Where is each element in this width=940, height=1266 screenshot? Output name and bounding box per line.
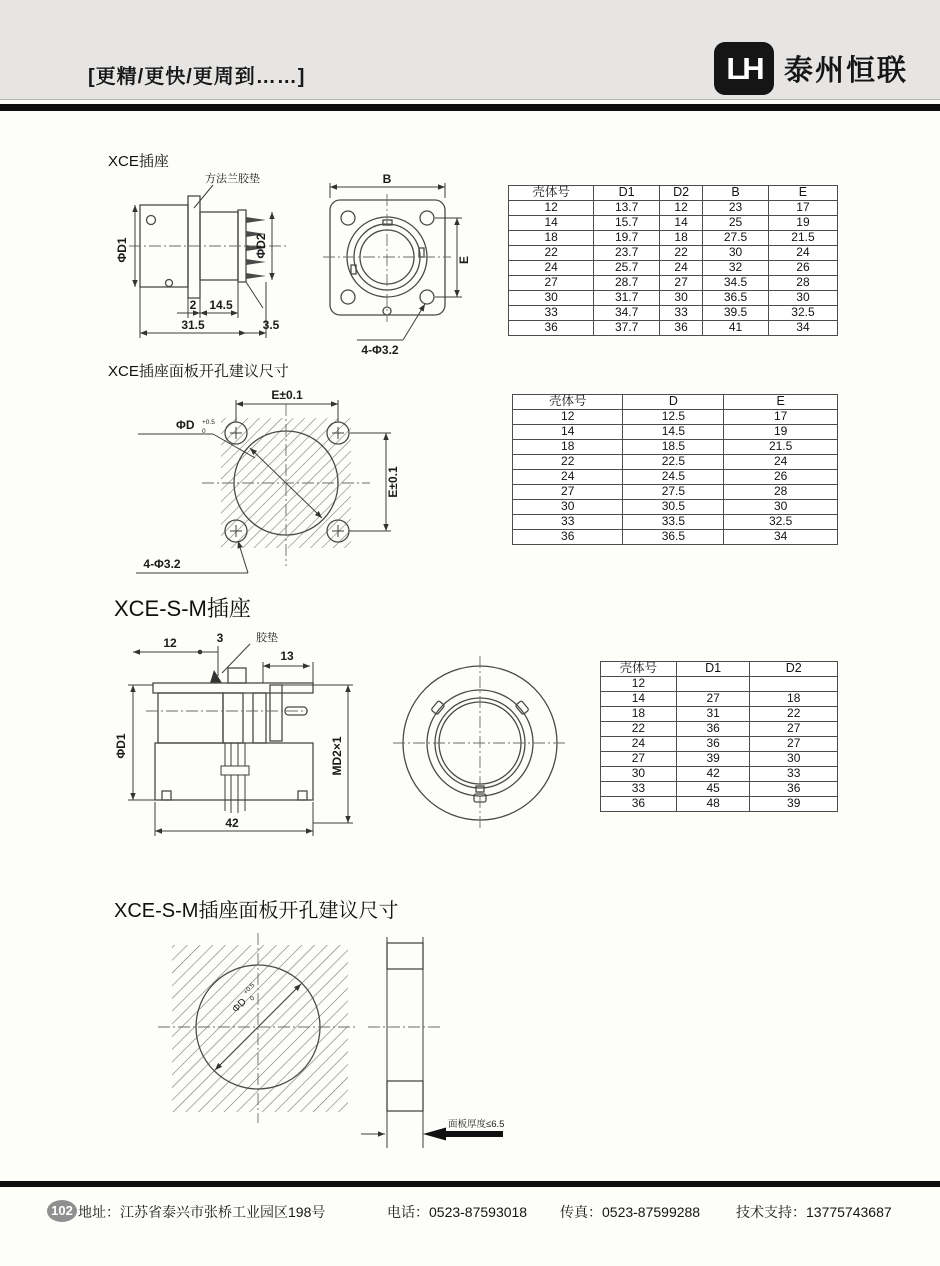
- table-cell: 27.5: [703, 231, 769, 246]
- table-row: [509, 201, 838, 216]
- table-row: [513, 455, 838, 470]
- table-cell: 14: [509, 216, 594, 231]
- table-cell: 14.5: [623, 425, 724, 440]
- logo-mark-icon: [714, 42, 774, 95]
- table-cell: 31: [676, 707, 750, 722]
- table-cell: 32.5: [768, 306, 837, 321]
- table-row: [601, 677, 838, 692]
- section-title-xce: XCE插座: [108, 153, 169, 170]
- tolerance-lower: 0: [202, 428, 206, 435]
- tolerance-upper: +0.5: [242, 981, 257, 997]
- table-cell: 39: [676, 752, 750, 767]
- table-row: [513, 470, 838, 485]
- table-cell: 28: [768, 276, 837, 291]
- table-cell: 19.7: [594, 231, 660, 246]
- table-row: [601, 737, 838, 752]
- phi-d1-label: ΦD1: [114, 733, 128, 759]
- table-cell: 33: [750, 767, 838, 782]
- xcesm-section-view: [153, 668, 313, 813]
- table-cell: 34: [724, 530, 838, 545]
- table-row: [601, 707, 838, 722]
- table-cell: 22.5: [623, 455, 724, 470]
- table-cell: 18.5: [623, 440, 724, 455]
- table-cell: 33: [513, 515, 623, 530]
- thread-label: MD2×1: [330, 736, 344, 776]
- table-cell: 21.5: [724, 440, 838, 455]
- table-cell: 22: [601, 722, 677, 737]
- table-cell: 28.7: [594, 276, 660, 291]
- table-cell: 24: [601, 737, 677, 752]
- table-header-row: [513, 395, 838, 410]
- table-cell: 18: [750, 692, 838, 707]
- table-row: [513, 500, 838, 515]
- logo-mark-text: LH: [726, 50, 762, 86]
- table-body: [601, 677, 838, 812]
- table-cell: 45: [676, 782, 750, 797]
- table-cell: 14: [513, 425, 623, 440]
- table-cell: 30: [724, 500, 838, 515]
- xce-side-view: [140, 196, 266, 308]
- table-cell: 22: [513, 455, 623, 470]
- table-cell: 25: [703, 216, 769, 231]
- table-row: [509, 231, 838, 246]
- table-cell: 13.7: [594, 201, 660, 216]
- header-divider: [0, 104, 940, 111]
- table-cell: 23.7: [594, 246, 660, 261]
- column-header: E: [768, 186, 837, 201]
- table-cell: 30: [703, 246, 769, 261]
- table-row: [509, 291, 838, 306]
- table-cell: 39: [750, 797, 838, 812]
- table-cell: 42: [676, 767, 750, 782]
- table-cell: 12: [513, 410, 623, 425]
- section-title-xcesm: XCE-S-M插座: [114, 596, 251, 621]
- table-cell: 37.7: [594, 321, 660, 336]
- table-row: [601, 782, 838, 797]
- table-cell: 36.5: [703, 291, 769, 306]
- table-cell: 24: [660, 261, 703, 276]
- table-cell: 15.7: [594, 216, 660, 231]
- xce-panel-cutout-drawing: [118, 378, 473, 593]
- table-cell: 36: [660, 321, 703, 336]
- table-cell: 27: [660, 276, 703, 291]
- table-cell: 33: [660, 306, 703, 321]
- table-cell: 36: [676, 722, 750, 737]
- column-header: D2: [660, 186, 703, 201]
- table-cell: 17: [768, 201, 837, 216]
- table-row: [509, 321, 838, 336]
- table-row: [509, 216, 838, 231]
- dim-3: 3: [216, 631, 224, 645]
- table-cell: 36: [750, 782, 838, 797]
- dim-14-5: 14.5: [209, 298, 233, 312]
- table-row: [513, 425, 838, 440]
- phi-d1-label: ΦD1: [115, 237, 129, 263]
- table-cell: 26: [724, 470, 838, 485]
- table-cell: 19: [724, 425, 838, 440]
- table-cell: 28: [724, 485, 838, 500]
- table-row: [513, 515, 838, 530]
- column-header: D1: [594, 186, 660, 201]
- holes-label: 4-Φ3.2: [143, 557, 181, 571]
- table-cell: 36: [676, 737, 750, 752]
- table-cell: 36: [509, 321, 594, 336]
- table-cell: 18: [509, 231, 594, 246]
- section-title-xce-panel: XCE插座面板开孔建议尺寸: [108, 363, 289, 380]
- footer-support: 技术支持：13775743687: [736, 1204, 892, 1220]
- table-row: [513, 485, 838, 500]
- xce-drawing: [95, 170, 475, 362]
- table-cell: 26: [768, 261, 837, 276]
- table-row: [601, 767, 838, 782]
- table-cell: 22: [750, 707, 838, 722]
- table-body: [509, 201, 838, 336]
- table-cell: 18: [513, 440, 623, 455]
- panel-thickness-note: 面板厚度≤6.5: [448, 1119, 505, 1130]
- table-row: [601, 722, 838, 737]
- table-row: [509, 306, 838, 321]
- xcesm-panel-cutout-drawing: [158, 923, 573, 1173]
- table-cell: 33: [601, 782, 677, 797]
- table-body: [513, 410, 838, 545]
- dim-e: E: [457, 255, 471, 265]
- table-cell: 33.5: [623, 515, 724, 530]
- table-cell: 14: [601, 692, 677, 707]
- dim-12: 12: [163, 636, 177, 650]
- table-cell: 22: [660, 246, 703, 261]
- table-row: [601, 752, 838, 767]
- table-cell: 12.5: [623, 410, 724, 425]
- panel-side-view: [368, 937, 443, 1148]
- table-cell: 27: [513, 485, 623, 500]
- table-cell: 36.5: [623, 530, 724, 545]
- dim-2: 2: [189, 298, 197, 312]
- table-row: [509, 246, 838, 261]
- phi-d2-label: ΦD2: [254, 233, 268, 259]
- table-cell: 12: [660, 201, 703, 216]
- dim-3-5: 3.5: [262, 318, 280, 332]
- table-cell: 31.7: [594, 291, 660, 306]
- xcesm-dimensions: [128, 644, 353, 836]
- dim-b: B: [382, 172, 392, 186]
- gasket-wedge: [210, 670, 222, 683]
- table-cell: 12: [601, 677, 677, 692]
- table-cell: 32.5: [724, 515, 838, 530]
- dim-e-right: E±0.1: [386, 466, 400, 498]
- table-cell: 33: [509, 306, 594, 321]
- table-cell: 30: [513, 500, 623, 515]
- gasket-label: 方法兰胶垫: [205, 173, 260, 185]
- table-cell: 22: [509, 246, 594, 261]
- table-cell: 41: [703, 321, 769, 336]
- table-row: [509, 276, 838, 291]
- column-header: E: [724, 395, 838, 410]
- panel-hatch-area: [172, 945, 348, 1112]
- phi-d-label: ΦD: [230, 996, 249, 1016]
- table-cell: 48: [676, 797, 750, 812]
- table-cell: 30: [509, 291, 594, 306]
- table-row: [601, 692, 838, 707]
- column-header: B: [703, 186, 769, 201]
- table-cell: 30: [750, 752, 838, 767]
- footer-phone: 电话：0523-87593018: [387, 1204, 528, 1220]
- xce-panel-table: [512, 394, 838, 545]
- table-cell: 27.5: [623, 485, 724, 500]
- table-cell: 24: [509, 261, 594, 276]
- table-row: [513, 440, 838, 455]
- table-cell: 12: [509, 201, 594, 216]
- table-cell: 36: [513, 530, 623, 545]
- xcesm-dimensions-table: [600, 661, 838, 812]
- table-row: [509, 261, 838, 276]
- page-header: [0, 0, 940, 100]
- table-cell: 23: [703, 201, 769, 216]
- table-cell: 25.7: [594, 261, 660, 276]
- section-title-xcesm-panel: XCE-S-M插座面板开孔建议尺寸: [114, 900, 399, 922]
- footer-address: 地址：江苏省泰兴市张桥工业园区198号: [78, 1204, 326, 1220]
- gasket-label: 胶垫: [256, 632, 278, 644]
- dim-e-top: E±0.1: [271, 388, 303, 402]
- table-cell: 24: [513, 470, 623, 485]
- holes-label: 4-Φ3.2: [361, 343, 399, 357]
- company-name: 泰州恒联: [783, 55, 908, 87]
- footer-divider: [0, 1181, 940, 1187]
- xcesm-drawing: [100, 628, 585, 868]
- table-row: [513, 530, 838, 545]
- dim-31-5: 31.5: [181, 318, 205, 332]
- column-header: 壳体号: [509, 186, 594, 201]
- table-cell: 27: [509, 276, 594, 291]
- dim-42: 42: [225, 816, 239, 830]
- table-header-row: [601, 662, 838, 677]
- front-centerlines: [393, 656, 567, 831]
- table-header-row: [509, 186, 838, 201]
- xce-front-dimensions: [330, 183, 462, 340]
- table-cell: [750, 677, 838, 692]
- dim-13: 13: [280, 649, 294, 663]
- table-cell: 30: [768, 291, 837, 306]
- tolerance-upper: +0.5: [202, 419, 215, 426]
- phi-d-label: ΦD: [176, 418, 195, 432]
- table-cell: 27: [750, 737, 838, 752]
- table-cell: 24: [724, 455, 838, 470]
- table-cell: 17: [724, 410, 838, 425]
- table-cell: 24.5: [623, 470, 724, 485]
- table-cell: 34.7: [594, 306, 660, 321]
- table-cell: 34: [768, 321, 837, 336]
- table-cell: 14: [660, 216, 703, 231]
- column-header: D: [623, 395, 724, 410]
- column-header: D1: [676, 662, 750, 677]
- table-row: [601, 797, 838, 812]
- xce-dimensions-table: [508, 185, 838, 336]
- table-cell: 27: [601, 752, 677, 767]
- column-header: 壳体号: [601, 662, 677, 677]
- table-cell: 32: [703, 261, 769, 276]
- table-cell: 19: [768, 216, 837, 231]
- company-logo: [714, 42, 908, 95]
- table-cell: 18: [660, 231, 703, 246]
- table-cell: 34.5: [703, 276, 769, 291]
- table-cell: 30: [601, 767, 677, 782]
- column-header: 壳体号: [513, 395, 623, 410]
- column-header: D2: [750, 662, 838, 677]
- page-number-badge: 102: [47, 1200, 77, 1222]
- header-slogan: [更精/更快/更周到……]: [88, 66, 306, 88]
- table-row: [513, 410, 838, 425]
- table-cell: 24: [768, 246, 837, 261]
- table-cell: 21.5: [768, 231, 837, 246]
- table-cell: 36: [601, 797, 677, 812]
- xce-front-view: [330, 200, 445, 315]
- table-cell: 18: [601, 707, 677, 722]
- table-cell: 27: [676, 692, 750, 707]
- tolerance-lower: 0: [248, 994, 257, 1003]
- table-cell: [676, 677, 750, 692]
- table-cell: 30: [660, 291, 703, 306]
- footer-fax: 传真：0523-87599288: [560, 1204, 701, 1220]
- table-cell: 39.5: [703, 306, 769, 321]
- table-cell: 30.5: [623, 500, 724, 515]
- table-cell: 27: [750, 722, 838, 737]
